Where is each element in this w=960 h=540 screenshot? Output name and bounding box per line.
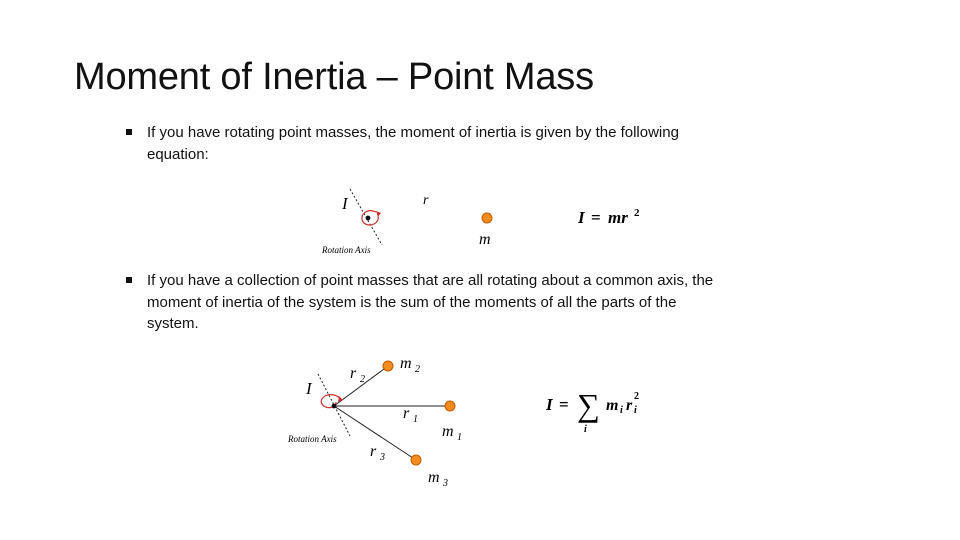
m2-label: m (400, 355, 412, 372)
equation-equals: = (591, 208, 601, 227)
rotation-arrowhead-icon (376, 211, 381, 217)
r2-label: r (350, 365, 357, 382)
radius-label: r (423, 193, 429, 208)
inertia-label: I (342, 194, 348, 213)
multiple-point-masses-diagram (280, 352, 680, 492)
pivot-point (332, 404, 337, 409)
m2-subscript: 2 (415, 364, 420, 375)
r1-subscript: 1 (413, 414, 418, 425)
m3-label: m (428, 469, 440, 486)
equation-lhs: I (578, 208, 585, 227)
sum-term-m-sub: i (620, 405, 623, 416)
point-mass-m3 (411, 455, 421, 465)
bullet-marker-icon (126, 277, 132, 283)
bullet-text-1: If you have rotating point masses, the moment of inertia is given by the following equation: (147, 124, 679, 163)
sum-term-exponent: 2 (634, 391, 639, 402)
summation-equation (545, 387, 639, 435)
equation-rhs: mr (608, 208, 628, 227)
r3-label: r (370, 443, 377, 460)
rotation-axis-label: Rotation Axis (322, 245, 371, 255)
equation-exponent: 2 (634, 207, 640, 219)
bullet-point-2 (126, 270, 726, 335)
sum-index: i (584, 424, 587, 435)
mass-label: m (479, 231, 491, 248)
sum-term-m: m (606, 397, 619, 414)
r3-subscript: 3 (380, 452, 385, 463)
inertia-label: I (306, 379, 312, 398)
m1-label: m (442, 423, 454, 440)
point-mass-m (482, 213, 492, 223)
sum-equation-equals: = (559, 395, 569, 414)
r2-subscript: 2 (360, 374, 365, 385)
m1-subscript: 1 (457, 432, 462, 443)
sigma-icon: ∑ (577, 387, 600, 423)
m3-subscript: 3 (443, 478, 448, 489)
sum-term-r-sub: i (634, 405, 637, 416)
single-point-mass-diagram (300, 185, 680, 260)
slide-title: Moment of Inertia – Point Mass (74, 56, 594, 98)
pivot-point (366, 216, 371, 221)
r1-label: r (403, 405, 410, 422)
sum-equation-lhs: I (546, 395, 553, 414)
bullet-marker-icon (126, 129, 132, 135)
point-mass-m1 (445, 401, 455, 411)
bullet-point-1 (126, 122, 726, 165)
bullet-text-2: If you have a collection of point masses that are all rotating about a common axis, the moment of inertia of the system is the sum of the moments of all the parts of the system. (147, 272, 714, 332)
rotation-axis-label: Rotation Axis (288, 434, 337, 444)
sum-term-r: r (626, 397, 633, 414)
moment-of-inertia-equation (577, 207, 640, 227)
point-mass-m2 (383, 361, 393, 371)
